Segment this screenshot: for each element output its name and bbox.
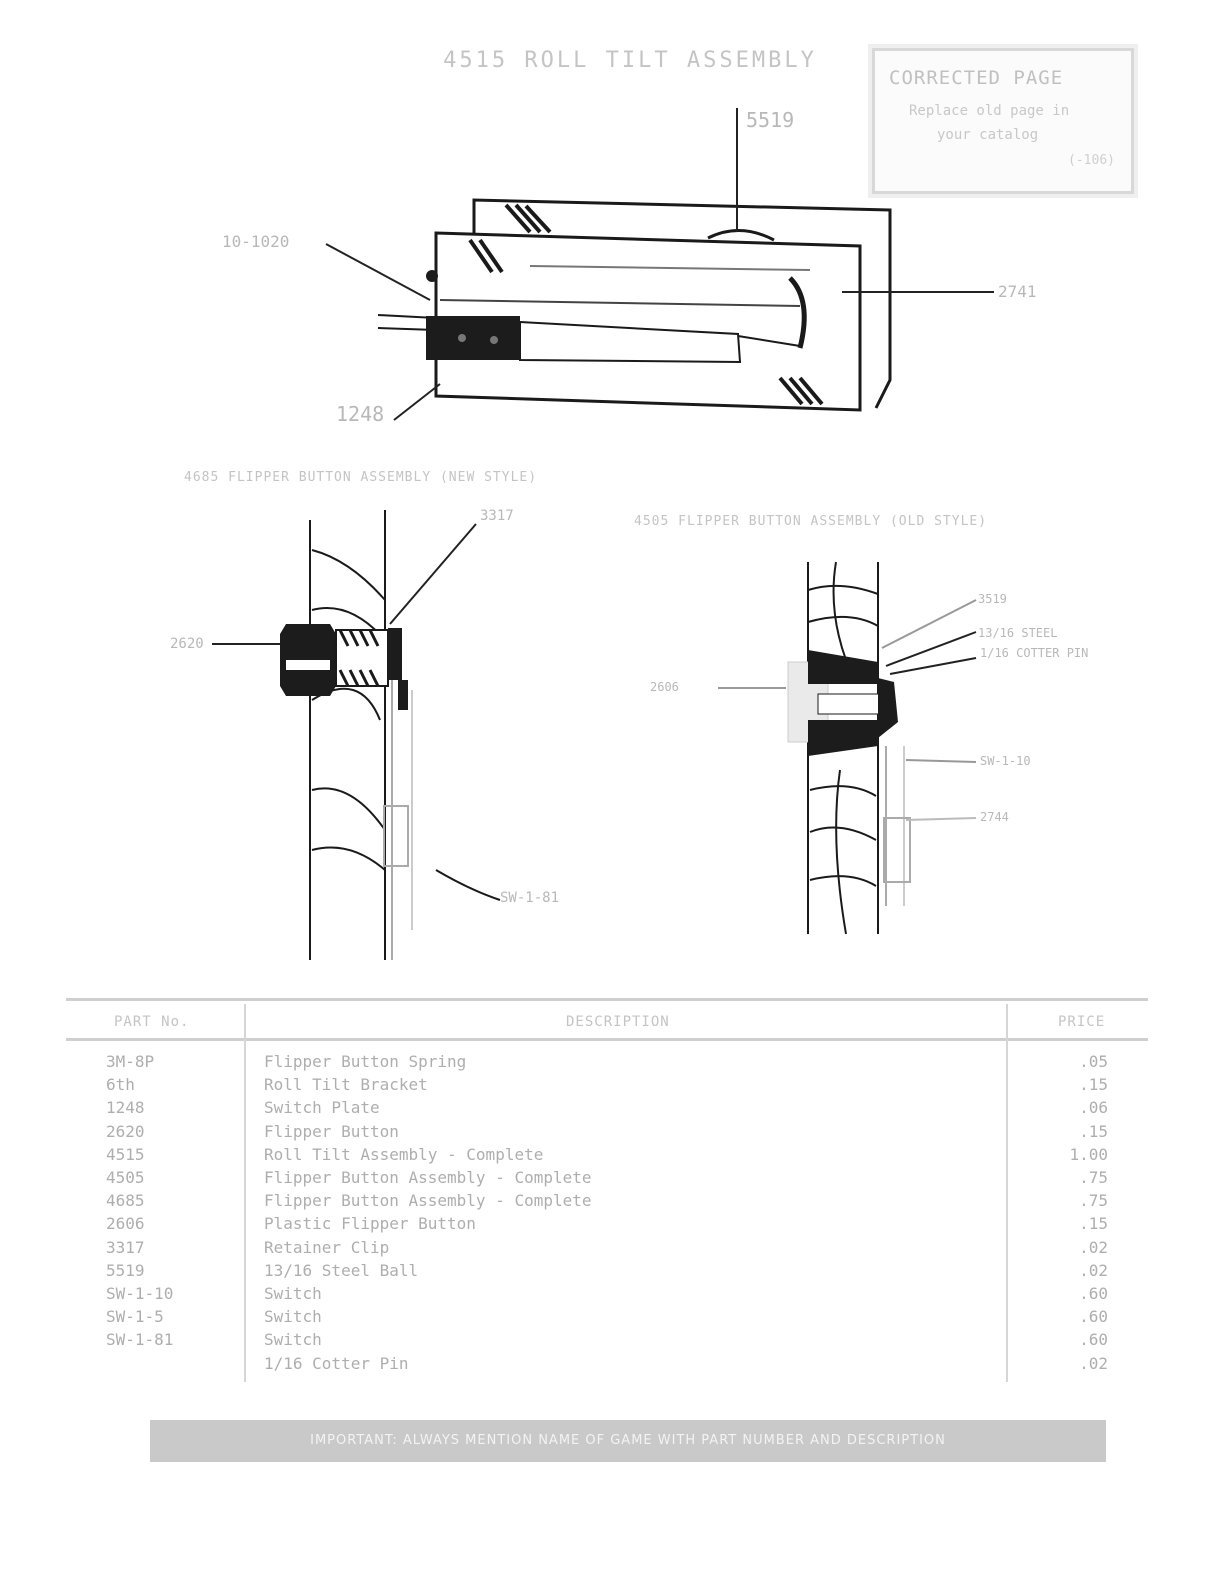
part-number-cell: 6th bbox=[106, 1075, 135, 1095]
price-cell: 1.00 bbox=[1069, 1144, 1108, 1164]
callout-label: 3519 bbox=[978, 592, 1007, 606]
column-header-part-no: PART No. bbox=[114, 1014, 190, 1030]
footer-banner: IMPORTANT: ALWAYS MENTION NAME OF GAME WITH PART NUMBER AND DESCRIPTION bbox=[150, 1420, 1106, 1462]
price-cell: .75 bbox=[1079, 1168, 1108, 1187]
stamp-heading: CORRECTED PAGE bbox=[889, 67, 1064, 89]
price-cell: .02 bbox=[1079, 1353, 1108, 1373]
part-number-cell: 2606 bbox=[106, 1214, 145, 1234]
description-cell: Switch bbox=[264, 1284, 322, 1303]
callout-label: 2606 bbox=[650, 680, 679, 694]
callout-label: 13/16 STEEL bbox=[978, 626, 1058, 640]
callout-label: 10-1020 bbox=[222, 232, 290, 251]
parts-table bbox=[66, 998, 1148, 1388]
price-cell: .02 bbox=[1079, 1237, 1108, 1257]
callout-label: 3317 bbox=[480, 508, 514, 524]
callout-label: 1/16 COTTER PIN bbox=[980, 646, 1089, 660]
callout-label: 1248 bbox=[336, 402, 385, 426]
table-row bbox=[66, 1122, 1148, 1145]
table-row bbox=[66, 1214, 1148, 1237]
table-row bbox=[66, 1284, 1148, 1307]
part-number-cell: 4505 bbox=[106, 1168, 145, 1187]
price-cell: .60 bbox=[1079, 1307, 1108, 1327]
part-number-cell: 2620 bbox=[106, 1121, 145, 1141]
table-row bbox=[66, 1354, 1148, 1377]
part-number-cell: 4515 bbox=[106, 1144, 145, 1164]
table-row bbox=[66, 1330, 1148, 1353]
table-row bbox=[66, 1098, 1148, 1121]
table-row bbox=[66, 1052, 1148, 1075]
callout-label: 5519 bbox=[746, 108, 795, 132]
description-cell: Flipper Button Assembly - Complete bbox=[264, 1191, 592, 1211]
table-rule bbox=[66, 998, 1148, 1001]
callout-label: 2741 bbox=[998, 282, 1037, 301]
description-cell: Plastic Flipper Button bbox=[264, 1214, 476, 1234]
table-row bbox=[66, 1261, 1148, 1284]
column-header-description: DESCRIPTION bbox=[566, 1014, 670, 1030]
old-style-flipper-button-diagram bbox=[640, 550, 1120, 950]
part-number-cell: 4685 bbox=[106, 1191, 145, 1211]
page-title: 4515 ROLL TILT ASSEMBLY bbox=[443, 48, 817, 73]
part-number-cell: SW-1-81 bbox=[106, 1330, 174, 1350]
description-cell: Switch Plate bbox=[264, 1098, 380, 1118]
price-cell: .60 bbox=[1079, 1284, 1108, 1303]
price-cell: .15 bbox=[1079, 1214, 1108, 1234]
table-row bbox=[66, 1075, 1148, 1098]
callout-label: SW-1-81 bbox=[500, 890, 560, 906]
description-cell: Flipper Button bbox=[264, 1121, 399, 1141]
part-number-cell: 1248 bbox=[106, 1098, 145, 1118]
price-cell: .05 bbox=[1079, 1052, 1108, 1071]
price-cell: .60 bbox=[1079, 1330, 1108, 1350]
description-cell: Switch bbox=[264, 1307, 322, 1327]
table-row bbox=[66, 1191, 1148, 1214]
price-cell: .06 bbox=[1079, 1098, 1108, 1118]
new-style-caption: 4685 FLIPPER BUTTON ASSEMBLY (NEW STYLE) bbox=[184, 470, 538, 485]
stamp-line: Replace old page in bbox=[909, 103, 1070, 119]
stamp-line: your catalog bbox=[937, 127, 1039, 143]
table-row bbox=[66, 1168, 1148, 1191]
price-cell: .15 bbox=[1079, 1075, 1108, 1095]
description-cell: 1/16 Cotter Pin bbox=[264, 1353, 409, 1373]
callout-label: SW-1-10 bbox=[980, 754, 1031, 768]
part-number-cell: SW-1-10 bbox=[106, 1284, 174, 1303]
old-style-caption: 4505 FLIPPER BUTTON ASSEMBLY (OLD STYLE) bbox=[634, 514, 988, 529]
description-cell: Roll Tilt Assembly - Complete bbox=[264, 1144, 544, 1164]
table-row bbox=[66, 1238, 1148, 1261]
stamp-code: (-106) bbox=[1068, 153, 1115, 168]
description-cell: Flipper Button Spring bbox=[264, 1052, 467, 1071]
description-cell: Retainer Clip bbox=[264, 1237, 390, 1257]
callout-label: 2620 bbox=[170, 636, 204, 652]
part-number-cell: 5519 bbox=[106, 1260, 145, 1280]
roll-tilt-assembly-diagram bbox=[0, 0, 1227, 480]
part-number-cell: 3317 bbox=[106, 1237, 145, 1257]
part-number-cell: 3M-8P bbox=[106, 1052, 155, 1071]
callout-label: 2744 bbox=[980, 810, 1009, 824]
price-cell: .15 bbox=[1079, 1121, 1108, 1141]
description-cell: 13/16 Steel Ball bbox=[264, 1260, 419, 1280]
table-rule bbox=[66, 1038, 1148, 1041]
description-cell: Flipper Button Assembly - Complete bbox=[264, 1168, 592, 1187]
description-cell: Roll Tilt Bracket bbox=[264, 1075, 428, 1095]
price-cell: .75 bbox=[1079, 1191, 1108, 1211]
part-number-cell: SW-1-5 bbox=[106, 1307, 164, 1327]
price-cell: .02 bbox=[1079, 1260, 1108, 1280]
column-header-price: PRICE bbox=[1058, 1014, 1106, 1030]
table-row bbox=[66, 1307, 1148, 1330]
table-row bbox=[66, 1145, 1148, 1168]
description-cell: Switch bbox=[264, 1330, 322, 1350]
